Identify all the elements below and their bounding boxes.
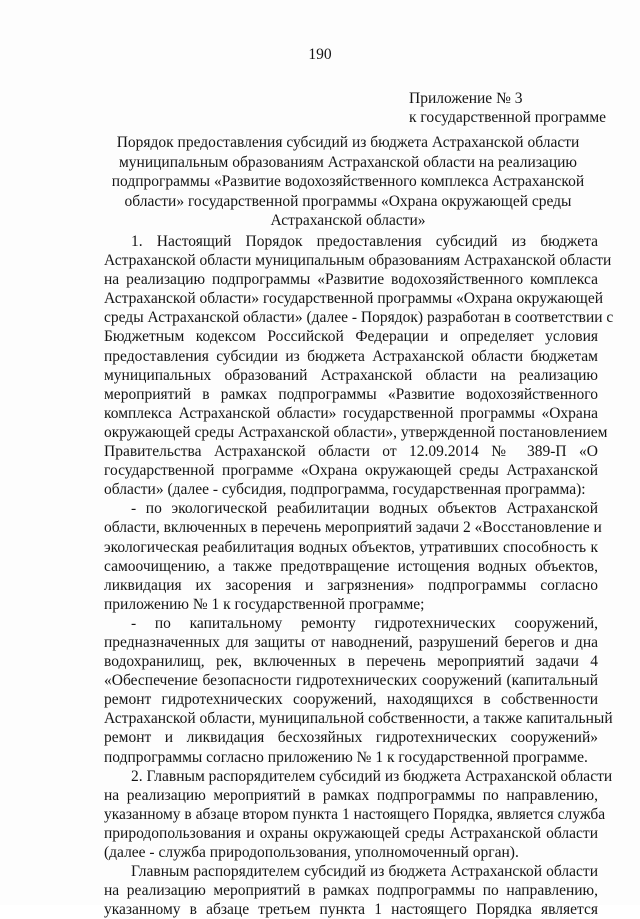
body-line: 2. Главным распорядителем субсидий из бюджета Астраханской области <box>131 767 613 785</box>
body-line: экологическая реабилитация водных объектов, утративших способность к <box>104 538 598 556</box>
body-line: ремонт гидротехнических сооружений, находящихся в собственности <box>104 691 598 709</box>
body-line: государственной программе «Охрана окружающей среды Астраханской <box>104 462 598 480</box>
body-line: окружающей среды Астраханской области», утвержденной постановлением <box>104 423 608 441</box>
body-line: комплекса Астраханской области» государственной программы «Охрана <box>104 404 598 422</box>
body-line: Бюджетным кодексом Российской Федерации и определяет условия <box>104 328 598 346</box>
body-line: - по экологической реабилитации водных объектов Астраханской <box>131 500 598 518</box>
body-line: области, включенных в перечень мероприятий задачи 2 «Восстановление и <box>104 519 602 537</box>
body-line: приложению № 1 к государственной программе; <box>104 595 425 613</box>
body-line: ремонт и ликвидация бесхозяйных гидротехнических сооружений» <box>104 729 598 747</box>
body-line: 1. Настоящий Порядок предоставления субсидий из бюджета <box>131 233 598 250</box>
body-line: на реализацию подпрограммы «Развитие водохозяйственного комплекса <box>104 271 598 289</box>
document-title <box>110 133 586 231</box>
body-line: водохранилищ, рек, включенных в перечень мероприятий задачи 4 <box>104 653 598 671</box>
title-line: области» государственной программы «Охрана окружающей среды <box>124 192 572 210</box>
title-line: Порядок предоставления субсидий из бюджета Астраханской области <box>116 134 580 151</box>
body-line: указанному в абзаце третьем пункта 1 настоящего Порядка является <box>104 901 598 919</box>
body-line: самоочищению, а также предотвращение истощения водных объектов, <box>104 557 598 575</box>
appendix-header <box>409 89 629 127</box>
body-line: Правительства Астраханской области от 12.09.2014 № 389-П «О <box>104 443 598 461</box>
body-line: Астраханской области, муниципальной собственности, а также капитальный <box>104 710 613 728</box>
body-line: Главным распорядителем субсидий из бюджета Астраханской области <box>131 863 598 881</box>
body-line: муниципальных образований Астраханской области на реализацию <box>104 366 598 384</box>
body-line: природопользования и охраны окружающей среды Астраханской области <box>104 824 598 842</box>
title-line: муниципальным образованиям Астраханской области на реализацию <box>118 153 577 171</box>
body-line: среды Астраханской области» (далее - Порядок) разработан в соответствии с <box>104 309 614 327</box>
body-line: ликвидация их засорения и загрязнения» подпрограммы согласно <box>104 576 598 594</box>
body-line: области» (далее - субсидия, подпрограмма, государственная программа): <box>104 481 586 499</box>
title-line: подпрограммы «Развитие водохозяйственного комплекса Астраханской <box>111 173 585 190</box>
body-line: мероприятий в рамках подпрограммы «Развитие водохозяйственного <box>104 385 598 403</box>
appendix-reference: к государственной программе <box>409 109 607 126</box>
body-line: указанному в абзаце втором пункта 1 настоящего Порядка, является служба <box>104 805 606 823</box>
body-line: предназначенных для защиты от наводнений, разрушений берегов и дна <box>104 633 598 651</box>
body-line: (далее - служба природопользования, уполномоченный орган). <box>104 844 519 861</box>
body-line: - по капитальному ремонту гидротехнических сооружений, <box>131 614 598 632</box>
document-body <box>104 232 614 919</box>
body-line: Астраханской области» государственной программы «Охрана окружающей <box>104 290 604 308</box>
body-line: Астраханской области муниципальным образованиям Астраханской области <box>104 252 612 270</box>
body-line: на реализацию мероприятий в рамках подпрограммы по направлению, <box>104 786 598 804</box>
body-line: «Обеспечение безопасности гидротехнических сооружений (капитальный <box>104 672 598 690</box>
body-line: предоставления субсидии из бюджета Астраханской области бюджетам <box>104 347 598 365</box>
page-number: 190 <box>308 46 332 63</box>
appendix-number: Приложение № 3 <box>409 90 523 107</box>
body-line: на реализацию мероприятий в рамках подпрограммы по направлению, <box>104 882 598 900</box>
title-line: Астраханской области» <box>270 212 426 229</box>
body-line: подпрограммы согласно приложению № 1 к государственной программе. <box>104 748 588 766</box>
